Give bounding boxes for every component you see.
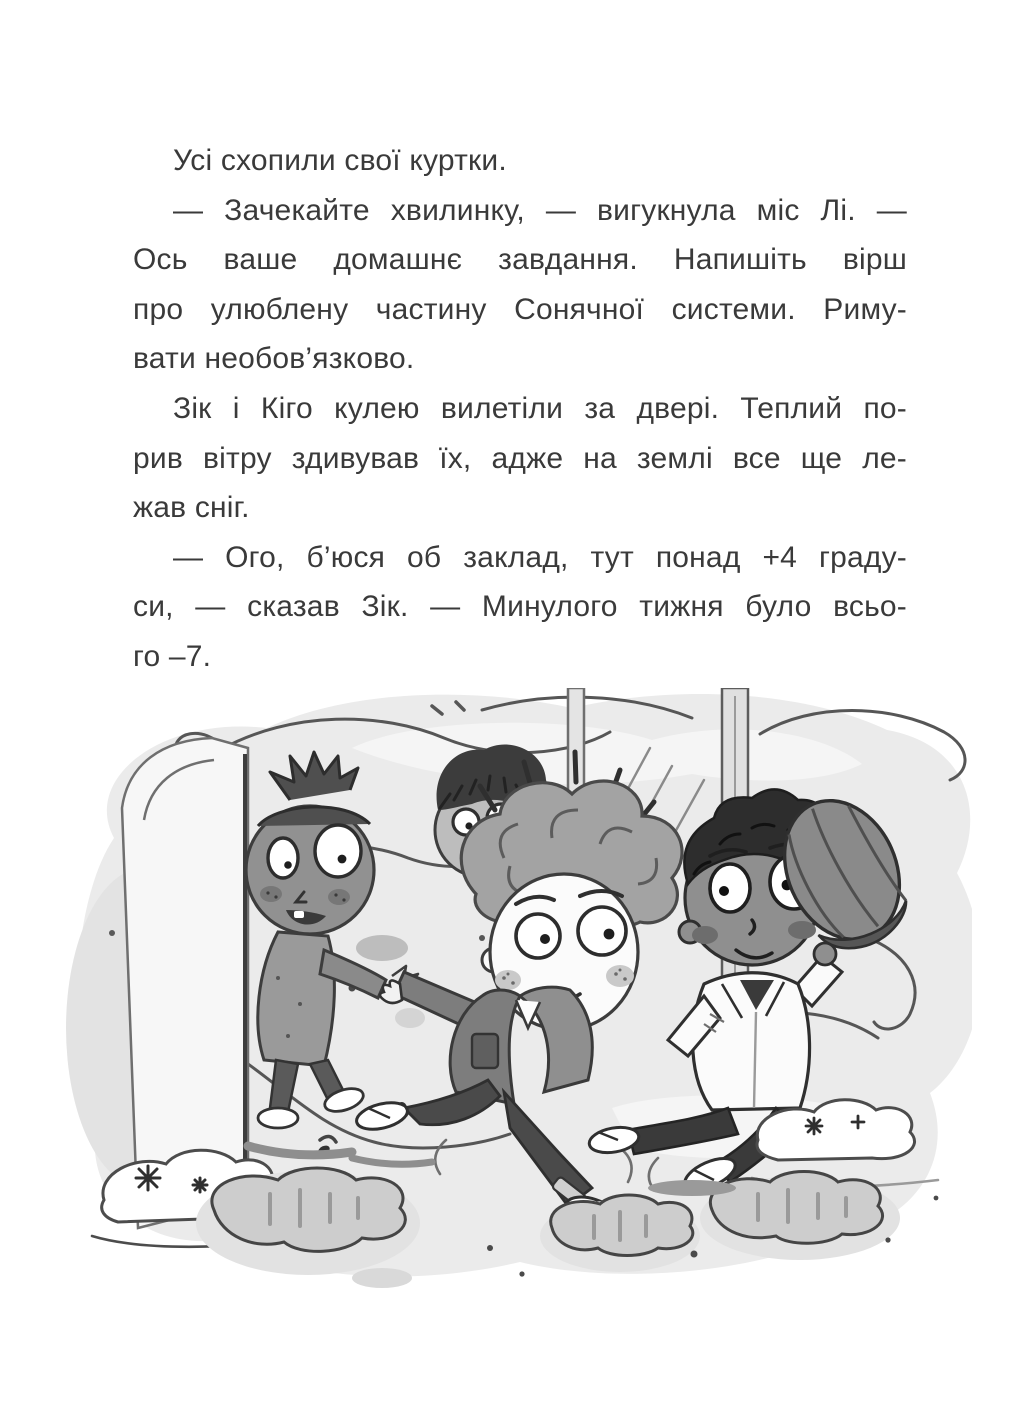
story-line: вати необов’язково. [133,342,415,376]
illustration-svg [52,688,972,1316]
story-line: Усі схопили свої куртки. [173,144,507,177]
story-line: — Ого, б’юся об заклад, тут понад +4 граду- [173,540,907,574]
story-illustration [52,688,972,1316]
story-line: рив вітру здивував їх, адже на землі все ще ле- [133,441,907,475]
story-line: жав сніг. [133,491,250,525]
story-line: про улюблену частину Сонячної системи. Риму- [133,292,907,326]
story-line: Ось ваше домашнє завдання. Напишіть вірш [133,243,907,277]
story-line: — Зачекайте хвилинку, — вигукнула міс Лі. — [173,193,907,227]
story-text [133,136,907,682]
story-line: го –7. [133,639,212,673]
story-line: Зік і Кіго кулею вилетіли за двері. Теплий по- [173,391,907,425]
story-line: си, — сказав Зік. — Минулого тижня було всьо- [133,590,907,624]
